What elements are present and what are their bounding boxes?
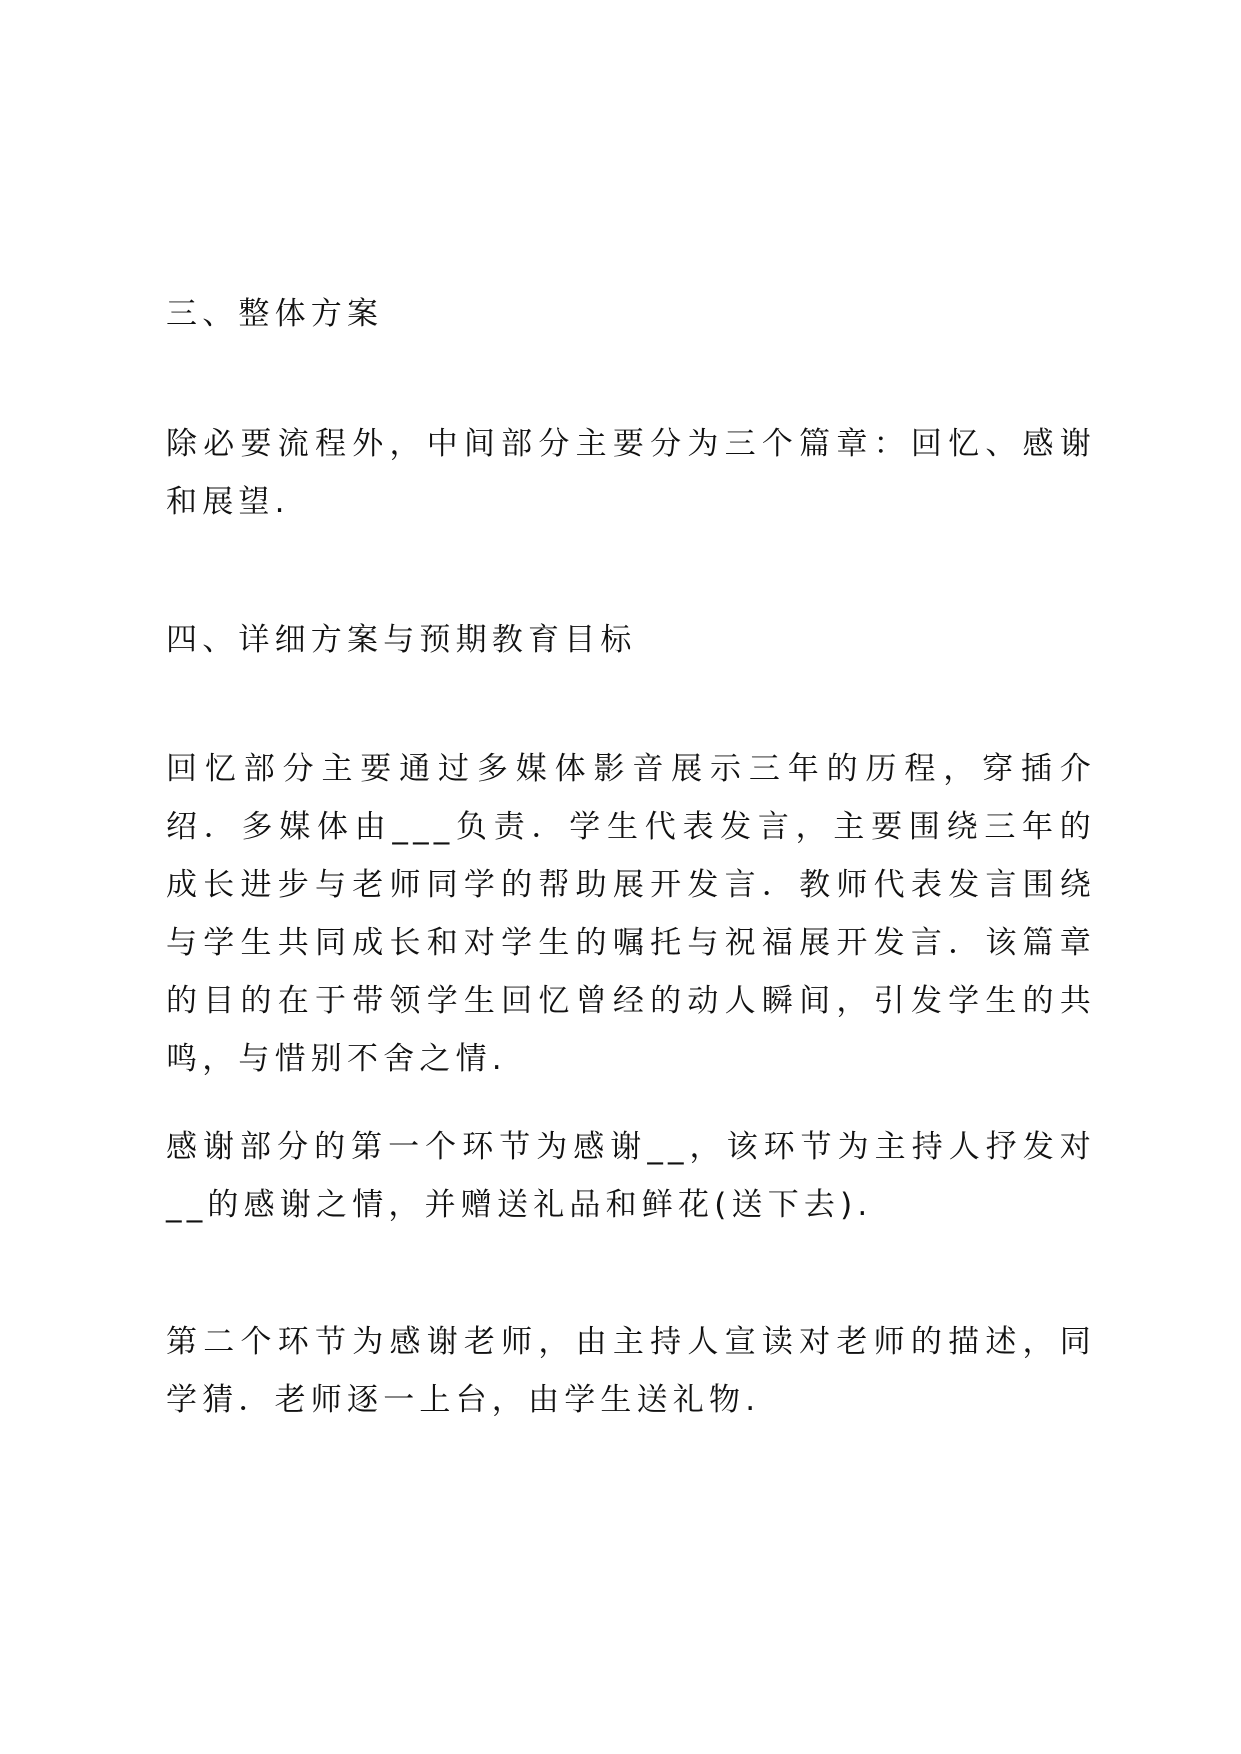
thanks-section-paragraph: 感谢部分的第一个环节为感谢__，该环节为主持人抒发对__的感谢之情，并赠送礼品和鲜花(送下去).	[166, 1129, 1096, 1223]
section-heading-detailed-plan: 四、详细方案与预期教育目标	[166, 622, 637, 658]
section-heading-overall-plan: 三、整体方案	[166, 296, 384, 332]
overall-plan-paragraph: 除必要流程外，中间部分主要分为三个篇章：回忆、感谢和展望.	[166, 426, 1096, 520]
memory-section-paragraph: 回忆部分主要通过多媒体影音展示三年的历程，穿插介绍．多媒体由___负责．学生代表发言，主要围绕三年的成长进步与老师同学的帮助展开发言．教师代表发言围绕与学生共同成长和对学生的嘱托与祝福展开发言．该篇章的目的在于带领学生回忆曾经的动人瞬间，引发学生的共鸣，与惜别不舍之情.	[166, 751, 1096, 1077]
thank-teachers-paragraph: 第二个环节为感谢老师，由主持人宣读对老师的描述，同学猜．老师逐一上台，由学生送礼物.	[166, 1324, 1096, 1418]
